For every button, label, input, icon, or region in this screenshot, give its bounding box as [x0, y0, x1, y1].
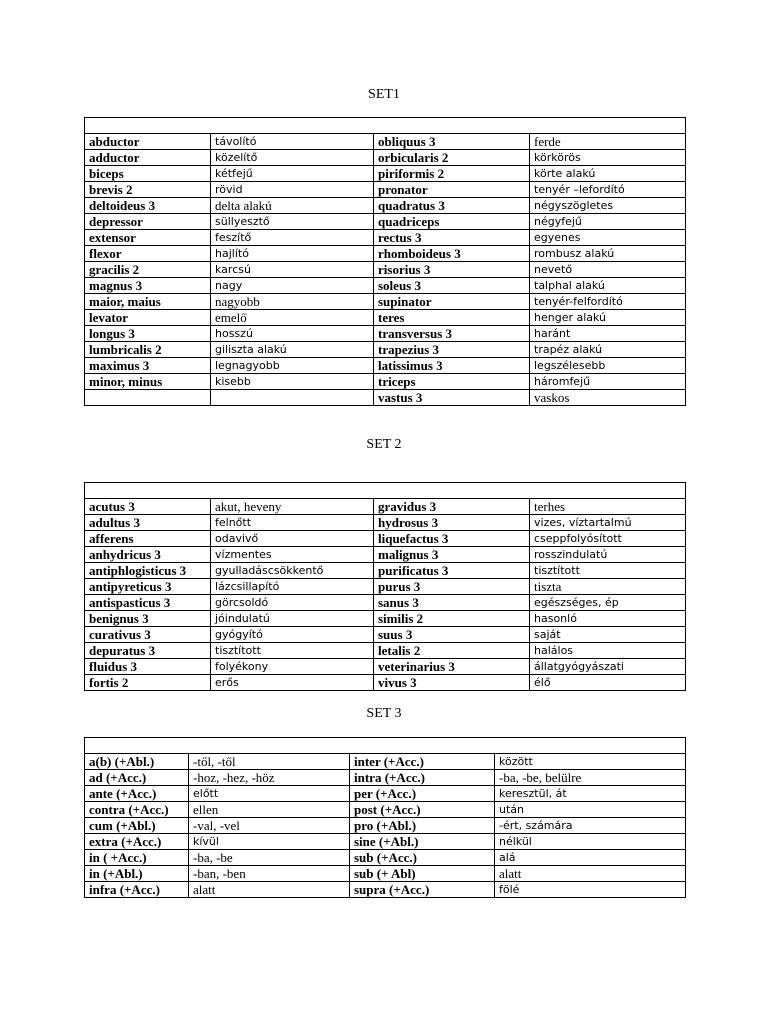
latin-term-cell: teres [374, 310, 530, 326]
table-row [85, 595, 686, 611]
set3-title: SET 3 [366, 706, 402, 721]
table-row [85, 786, 686, 802]
latin-term-cell: vastus 3 [374, 390, 530, 406]
meaning-cell: tisztított [530, 563, 686, 579]
latin-term-cell: pronator [374, 182, 530, 198]
table-row [85, 310, 686, 326]
meaning-cell: tenyér-felfordító [530, 294, 686, 310]
latin-term-cell: in ( +Acc.) [85, 850, 189, 866]
meaning-cell: vízmentes [211, 547, 374, 563]
meaning-cell: egészséges, ép [530, 595, 686, 611]
meaning-cell: erős [211, 675, 374, 691]
latin-term-cell: flexor [85, 246, 211, 262]
latin-term-cell: fortis 2 [85, 675, 211, 691]
meaning-cell: alá [495, 850, 686, 866]
latin-term-cell: liquefactus 3 [374, 531, 530, 547]
table-row [85, 390, 686, 406]
latin-term-cell: benignus 3 [85, 611, 211, 627]
meaning-cell: -val, -vel [189, 818, 350, 834]
table-row [85, 547, 686, 563]
latin-term-cell: antipyreticus 3 [85, 579, 211, 595]
latin-term-cell: inter (+Acc.) [350, 754, 495, 770]
latin-term-cell: sine (+Abl.) [350, 834, 495, 850]
meaning-cell: tenyér –lefordító [530, 182, 686, 198]
latin-term-cell: a(b) (+Abl.) [85, 754, 189, 770]
meaning-cell: halálos [530, 643, 686, 659]
latin-term-cell: afferens [85, 531, 211, 547]
latin-term-cell: transversus 3 [374, 326, 530, 342]
latin-term-cell: veterinarius 3 [374, 659, 530, 675]
meaning-cell: odavivő [211, 531, 374, 547]
meaning-cell [211, 390, 374, 406]
latin-term-cell: maior, maius [85, 294, 211, 310]
table-row [85, 134, 686, 150]
latin-term-cell: antispasticus 3 [85, 595, 211, 611]
table-header-cell [85, 738, 686, 754]
table-header-row [85, 483, 686, 499]
latin-term-cell: orbicularis 2 [374, 150, 530, 166]
table-row [85, 499, 686, 515]
latin-term-cell: gravidus 3 [374, 499, 530, 515]
meaning-cell: folyékony [211, 659, 374, 675]
meaning-cell: hajlító [211, 246, 374, 262]
table-row [85, 563, 686, 579]
latin-term-cell: similis 2 [374, 611, 530, 627]
meaning-cell: karcsú [211, 262, 374, 278]
latin-term-cell: pro (+Abl.) [350, 818, 495, 834]
meaning-cell: lázcsillapító [211, 579, 374, 595]
table-row [85, 611, 686, 627]
meaning-cell: görcsoldó [211, 595, 374, 611]
table-row [85, 659, 686, 675]
meaning-cell: feszítő [211, 230, 374, 246]
table-row [85, 850, 686, 866]
meaning-cell: után [495, 802, 686, 818]
meaning-cell: közelítő [211, 150, 374, 166]
meaning-cell: körkörös [530, 150, 686, 166]
meaning-cell: nagy [211, 278, 374, 294]
table-row [85, 246, 686, 262]
latin-term-cell: longus 3 [85, 326, 211, 342]
meaning-cell: élő [530, 675, 686, 691]
meaning-cell: -hoz, -hez, -höz [189, 770, 350, 786]
meaning-cell: akut, heveny [211, 499, 374, 515]
meaning-cell: legnagyobb [211, 358, 374, 374]
table-row [85, 643, 686, 659]
table-row [85, 358, 686, 374]
meaning-cell: egyenes [530, 230, 686, 246]
table-row [85, 166, 686, 182]
meaning-cell: felnőtt [211, 515, 374, 531]
table-row [85, 198, 686, 214]
latin-term-cell: purificatus 3 [374, 563, 530, 579]
meaning-cell: alatt [495, 866, 686, 882]
meaning-cell: giliszta alakú [211, 342, 374, 358]
meaning-cell: -ban, -ben [189, 866, 350, 882]
meaning-cell: saját [530, 627, 686, 643]
latin-term-cell: risorius 3 [374, 262, 530, 278]
meaning-cell: háromfejű [530, 374, 686, 390]
meaning-cell: cseppfolyósított [530, 531, 686, 547]
latin-term-cell: brevis 2 [85, 182, 211, 198]
meaning-cell: nélkül [495, 834, 686, 850]
meaning-cell: -ért, számára [495, 818, 686, 834]
latin-term-cell: cum (+Abl.) [85, 818, 189, 834]
meaning-cell: rosszindulatú [530, 547, 686, 563]
latin-term-cell: acutus 3 [85, 499, 211, 515]
table-row [85, 374, 686, 390]
meaning-cell: trapéz alakú [530, 342, 686, 358]
meaning-cell: haránt [530, 326, 686, 342]
meaning-cell: kisebb [211, 374, 374, 390]
meaning-cell: legszélesebb [530, 358, 686, 374]
latin-term-cell [85, 390, 211, 406]
latin-term-cell: extensor [85, 230, 211, 246]
latin-term-cell: rectus 3 [374, 230, 530, 246]
latin-term-cell: anhydricus 3 [85, 547, 211, 563]
latin-term-cell: quadratus 3 [374, 198, 530, 214]
meaning-cell: emelő [211, 310, 374, 326]
latin-term-cell: lumbricalis 2 [85, 342, 211, 358]
latin-term-cell: obliquus 3 [374, 134, 530, 150]
latin-term-cell: ante (+Acc.) [85, 786, 189, 802]
meaning-cell: kívül [189, 834, 350, 850]
table-row [85, 515, 686, 531]
table-header-cell [85, 483, 686, 499]
table-header-row [85, 118, 686, 134]
meaning-cell: rövid [211, 182, 374, 198]
latin-term-cell: intra (+Acc.) [350, 770, 495, 786]
meaning-cell: gyógyító [211, 627, 374, 643]
latin-term-cell: extra (+Acc.) [85, 834, 189, 850]
set3-table [84, 737, 686, 898]
table-row [85, 834, 686, 850]
latin-term-cell: quadriceps [374, 214, 530, 230]
meaning-cell: talphal alakú [530, 278, 686, 294]
set2-table [84, 482, 686, 691]
meaning-cell: kétfejű [211, 166, 374, 182]
latin-term-cell: sub (+ Abl) [350, 866, 495, 882]
set1-title: SET1 [368, 87, 400, 102]
meaning-cell: ferde [530, 134, 686, 150]
latin-term-cell: piriformis 2 [374, 166, 530, 182]
meaning-cell: süllyesztő [211, 214, 374, 230]
meaning-cell: négyszögletes [530, 198, 686, 214]
table-row [85, 882, 686, 898]
latin-term-cell: ad (+Acc.) [85, 770, 189, 786]
meaning-cell: jóindulatú [211, 611, 374, 627]
latin-term-cell: soleus 3 [374, 278, 530, 294]
latin-term-cell: gracilis 2 [85, 262, 211, 278]
meaning-cell: fölé [495, 882, 686, 898]
table-row [85, 531, 686, 547]
meaning-cell: nagyobb [211, 294, 374, 310]
set1-table [84, 117, 686, 406]
latin-term-cell: per (+Acc.) [350, 786, 495, 802]
table-row [85, 278, 686, 294]
meaning-cell: ellen [189, 802, 350, 818]
meaning-cell: körte alakú [530, 166, 686, 182]
latin-term-cell: post (+Acc.) [350, 802, 495, 818]
meaning-cell: között [495, 754, 686, 770]
latin-term-cell: levator [85, 310, 211, 326]
meaning-cell: állatgyógyászati [530, 659, 686, 675]
latin-term-cell: antiphlogisticus 3 [85, 563, 211, 579]
latin-term-cell: vivus 3 [374, 675, 530, 691]
latin-term-cell: adductor [85, 150, 211, 166]
latin-term-cell: sub (+Acc.) [350, 850, 495, 866]
meaning-cell: rombusz alakú [530, 246, 686, 262]
meaning-cell: vaskos [530, 390, 686, 406]
table-row [85, 818, 686, 834]
table-row [85, 230, 686, 246]
meaning-cell: távolító [211, 134, 374, 150]
table-row [85, 754, 686, 770]
latin-term-cell: biceps [85, 166, 211, 182]
meaning-cell: terhes [530, 499, 686, 515]
latin-term-cell: magnus 3 [85, 278, 211, 294]
table-row [85, 342, 686, 358]
latin-term-cell: supra (+Acc.) [350, 882, 495, 898]
meaning-cell: alatt [189, 882, 350, 898]
latin-term-cell: sanus 3 [374, 595, 530, 611]
table-row [85, 326, 686, 342]
latin-term-cell: supinator [374, 294, 530, 310]
latin-term-cell: minor, minus [85, 374, 211, 390]
meaning-cell: -től, -től [189, 754, 350, 770]
latin-term-cell: curativus 3 [85, 627, 211, 643]
latin-term-cell: malignus 3 [374, 547, 530, 563]
table-row [85, 579, 686, 595]
latin-term-cell: in (+Abl.) [85, 866, 189, 882]
table-row [85, 262, 686, 278]
latin-term-cell: depressor [85, 214, 211, 230]
table-row [85, 294, 686, 310]
latin-term-cell: triceps [374, 374, 530, 390]
latin-term-cell: trapezius 3 [374, 342, 530, 358]
meaning-cell: tiszta [530, 579, 686, 595]
meaning-cell: keresztül, át [495, 786, 686, 802]
table-row [85, 802, 686, 818]
meaning-cell: -ba, -be, belülre [495, 770, 686, 786]
meaning-cell: hasonló [530, 611, 686, 627]
latin-term-cell: hydrosus 3 [374, 515, 530, 531]
meaning-cell: -ba, -be [189, 850, 350, 866]
meaning-cell: hosszú [211, 326, 374, 342]
table-row [85, 866, 686, 882]
latin-term-cell: fluidus 3 [85, 659, 211, 675]
table-header-cell [85, 118, 686, 134]
meaning-cell: gyulladáscsökkentő [211, 563, 374, 579]
table-header-row [85, 738, 686, 754]
meaning-cell: henger alakú [530, 310, 686, 326]
latin-term-cell: deltoideus 3 [85, 198, 211, 214]
latin-term-cell: abductor [85, 134, 211, 150]
latin-term-cell: contra (+Acc.) [85, 802, 189, 818]
latin-term-cell: adultus 3 [85, 515, 211, 531]
meaning-cell: négyfejű [530, 214, 686, 230]
table-row [85, 770, 686, 786]
table-row [85, 627, 686, 643]
meaning-cell: delta alakú [211, 198, 374, 214]
table-row [85, 214, 686, 230]
latin-term-cell: maximus 3 [85, 358, 211, 374]
latin-term-cell: letalis 2 [374, 643, 530, 659]
latin-term-cell: infra (+Acc.) [85, 882, 189, 898]
meaning-cell: előtt [189, 786, 350, 802]
meaning-cell: tisztított [211, 643, 374, 659]
set2-title: SET 2 [366, 437, 402, 452]
latin-term-cell: latissimus 3 [374, 358, 530, 374]
meaning-cell: vizes, víztartalmú [530, 515, 686, 531]
table-row [85, 182, 686, 198]
latin-term-cell: suus 3 [374, 627, 530, 643]
meaning-cell: nevető [530, 262, 686, 278]
latin-term-cell: purus 3 [374, 579, 530, 595]
latin-term-cell: rhomboideus 3 [374, 246, 530, 262]
table-row [85, 675, 686, 691]
latin-term-cell: depuratus 3 [85, 643, 211, 659]
table-row [85, 150, 686, 166]
